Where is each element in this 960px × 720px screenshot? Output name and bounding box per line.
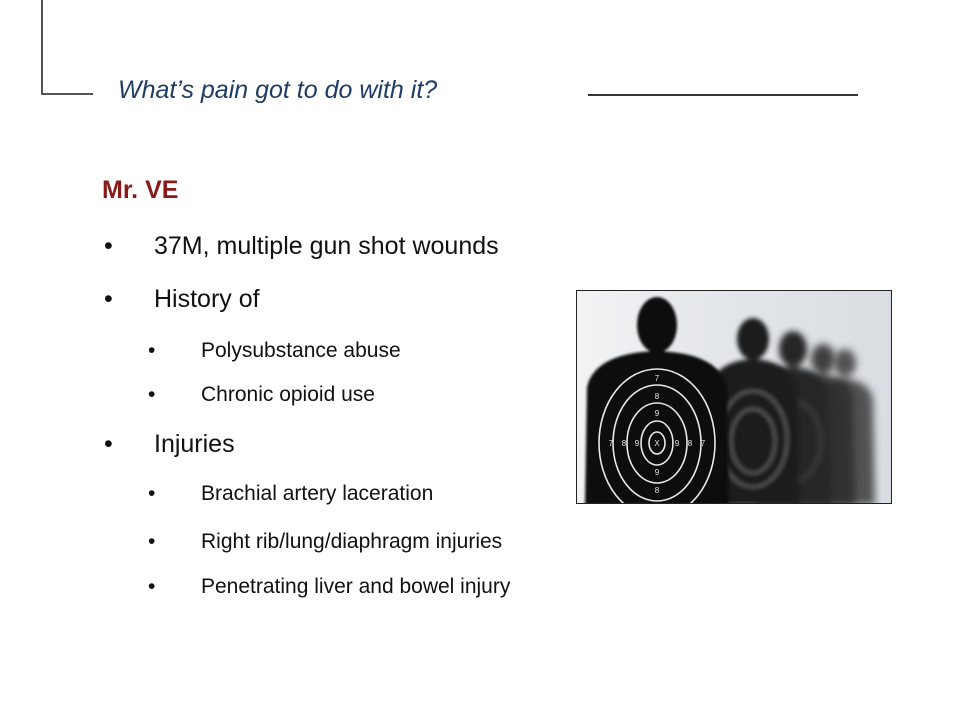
bullet-dot: • [148,339,156,362]
slide-title: What’s pain got to do with it? [118,76,438,104]
bullet-dot: • [104,285,113,313]
bullet-dot: • [148,383,156,406]
target-ring-number: 9 [654,409,660,418]
shooting-target-silhouettes-icon [577,291,892,504]
bullet-dot: • [148,575,156,598]
target-ring-number: 9 [654,468,660,477]
target-ring-number: 9 [634,439,640,448]
bullet-text: 37M, multiple gun shot wounds [154,232,499,260]
target-ring-number: 7 [608,439,614,448]
bullet-text: Penetrating liver and bowel injury [201,575,511,598]
target-ring-number: 8 [687,439,693,448]
shooting-target-photo [576,290,892,504]
bullet-text: Right rib/lung/diaphragm injuries [201,530,503,553]
bullet-dot: • [148,530,156,553]
target-ring-number: 8 [621,439,627,448]
target-ring-number: 8 [654,392,660,401]
target-ring-number: 7 [700,439,706,448]
target-ring-number: 7 [654,374,660,383]
target-ring-number: 8 [654,486,660,495]
bullet-dot: • [104,430,113,458]
bullet-dot: • [104,232,113,260]
bullet-text: Polysubstance abuse [201,339,401,362]
target-ring-number: X [654,439,660,448]
slide-subtitle: Mr. VE [102,176,179,204]
bullet-text: Brachial artery laceration [201,482,434,505]
bullet-dot: • [148,482,156,505]
bullet-text: History of [154,285,260,313]
bullet-text: Injuries [154,430,235,458]
bullet-text: Chronic opioid use [201,383,375,406]
target-ring-number: 9 [674,439,680,448]
